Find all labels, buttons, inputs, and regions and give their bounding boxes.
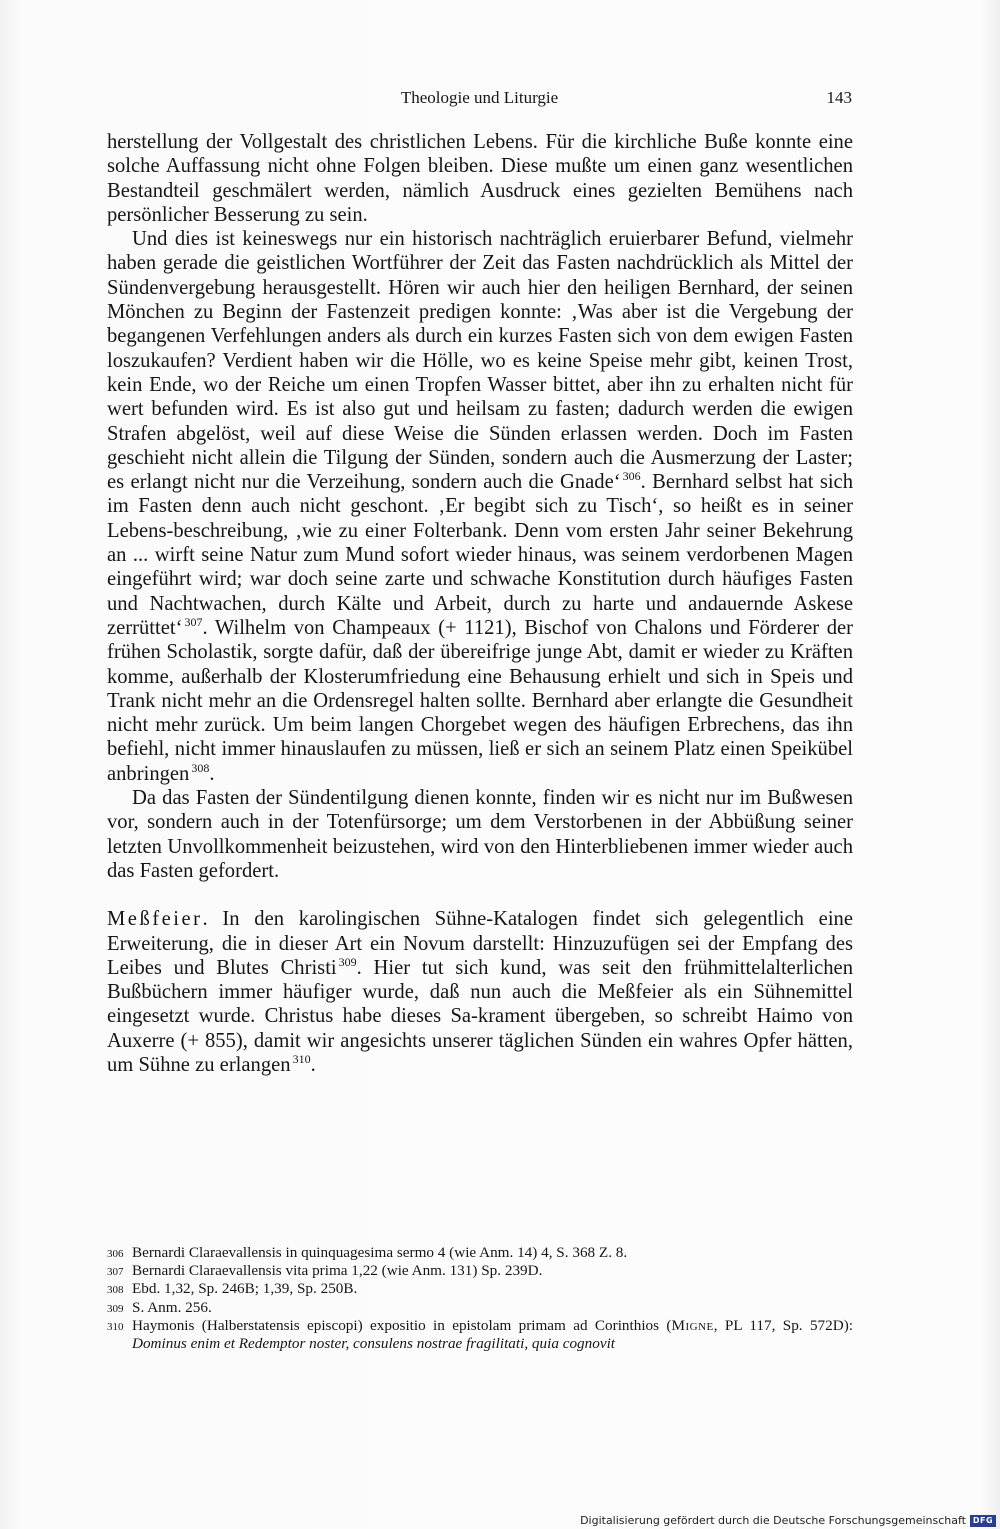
text-run: . Wilhelm von Champeaux (+ 1121), Bischof von Chalons und Förderer der frühen Scholastik, sorgte dafür, daß der übereifrige junge Abt, damit er wieder zu Kräften komme, außerhalb der Klosterumfriedung eine Behausung erhielt und sich in Speis und Trank nicht mehr an die Ordensregel halten sollte. Bernhard aber erlangte die Gesundheit nicht mehr zurück. Um beim langen Chorgebet wegen des häufigen Erbrechens, das ihn befiehl, nicht immer hinauslaufen zu müssen, ließ er sich an seinem Platz einen Speikübel anbringen xyxy=(107,616,853,785)
paragraph-2 xyxy=(107,227,853,786)
footnote-number: 308 xyxy=(107,1284,124,1297)
text-run: . xyxy=(310,1053,316,1076)
digitization-credit xyxy=(580,1514,996,1527)
footnote-text: , PL 117, Sp. 572D): xyxy=(713,1316,853,1334)
footnote-ref-310[interactable]: 310 xyxy=(292,1051,311,1066)
credit-text: Digitalisierung gefördert durch die Deutsche Forschungsgemeinschaft xyxy=(580,1514,966,1527)
text-run: . Bernhard selbst hat sich im Fasten denn auch nicht geschont. ‚Er begibt sich zu Tisch‘, so heißt es in seiner Lebens-beschreibung, ‚wie zu einer Folterbank. Denn vom ersten Jahr seiner Bekehrung an ... wirft seine Natur zum Mund sofort wieder hinaus, was seinem verdorbenen Magen eingeführt wird; war doch seine zarte und schwache Konstitution durch häufiges Fasten und Nachtwachen, durch Kälte und Arbeit, durch zu harte und andauernde Askese zerrüttet‘ xyxy=(107,471,853,639)
text-run: . xyxy=(209,762,215,785)
footnote-text: Bernardi Claraevallensis in quinquagesima sermo 4 (wie Anm. 14) 4, S. 368 Z. 8. xyxy=(132,1244,628,1261)
footnote-number: 309 xyxy=(107,1302,124,1315)
dfg-logo-icon: DFG xyxy=(970,1515,996,1527)
footnote-307 xyxy=(107,1262,853,1280)
footnote-number: 307 xyxy=(107,1266,124,1279)
footnotes xyxy=(107,1244,853,1353)
author-smallcaps: Migne xyxy=(671,1316,714,1334)
footnote-310 xyxy=(107,1317,853,1353)
running-title: Theologie und Liturgie xyxy=(400,88,559,107)
footnote-text: Ebd. 1,32, Sp. 246B; 1,39, Sp. 250B. xyxy=(132,1280,358,1298)
running-header xyxy=(107,88,852,114)
footnote-number: 306 xyxy=(107,1248,124,1260)
section-messfeier xyxy=(107,907,853,1077)
main-text xyxy=(107,130,853,1077)
footnote-text: S. Anm. 256. xyxy=(132,1298,212,1316)
text-run: . Hier tut sich kund, was seit den frühmittelalterlichen Bußbüchern immer häufiger wurde, daß nun auch die Meßfeier als ein Sühnemittel eingesetzt wurde. Christus habe dieses Sa-krament übergeben, so schreibt Haimo von Auxerre (+ 855), damit wir angesichts unserer täglichen Sünden ein wahres Opfer hätten, um Sühne zu erlangen xyxy=(107,956,853,1076)
footnote-text: Bernardi Claraevallensis vita prima 1,22 (wie Anm. 131) Sp. 239D. xyxy=(132,1262,543,1280)
text-run: Und dies ist keineswegs nur ein historisch nachträglich eruierbarer Befund, vielmehr haben gerade die geistlichen Wortführer der Zeit das Fasten nachdrücklich als Mittel der Sündenvergebung herausgestellt. Hören wir auch hier den heiligen Bernhard, der seinen Mönchen zu Beginn der Fastenzeit predigen konnte: ‚Was aber ist die Vergebung der begangenen Verfehlungen anders als durch ein kurzes Fasten sich von dem ewigen Fasten loszukaufen? Verdient haben wir die Hölle, wo es keine Speise mehr gibt, keinen Trost, kein Ende, wo der Reiche um einen Tropfen Wasser bittet, aber ihn zu erhalten nicht für wert befunden wird. Es ist also gut und heilsam zu fasten; dadurch werden die ewigen Strafen abgelöst, weil auf diese Weise die Sünden erlassen werden. Doch im Fasten geschieht nicht allein die Tilgung der Sünden, sondern auch die Ausmerzung der Laster; es erlangt nicht nur die Verzeihung, sondern auch die Gnade‘ xyxy=(107,228,853,494)
section-heading: Meßfeier xyxy=(107,908,203,931)
footnote-308 xyxy=(107,1280,853,1298)
footnote-ref-306[interactable]: 306 xyxy=(622,469,641,484)
paragraph-1: herstellung der Vollgestalt des christlichen Lebens. Für die kirchliche Buße konnte eine solche Auffassung nicht ohne Folgen bleiben. Diese mußte um einen ganz wesentlichen Bestandteil geschmälert werden, nämlich Ausdruck eines gezielten Bemühens nach persönlicher Besserung zu sein. xyxy=(107,131,853,226)
footnote-ref-307[interactable]: 307 xyxy=(184,614,203,629)
text-run: . In den karolingischen Sühne-Katalogen findet sich gelegentlich eine Erweiterung, die in dieser Art ein Novum darstellt: Hinzuzufügen sei der Empfang des Leibes und Blutes Christi xyxy=(107,908,853,979)
footnote-ref-308[interactable]: 308 xyxy=(191,760,210,775)
footnote-text: Haymonis (Halberstatensis episcopi) expositio in epistolam primam ad Corinthios ( xyxy=(132,1316,672,1334)
footnote-number: 310 xyxy=(107,1320,124,1333)
footnote-ref-309[interactable]: 309 xyxy=(338,954,357,969)
footnote-309 xyxy=(107,1299,853,1317)
footnote-306 xyxy=(107,1244,853,1262)
latin-quote: Dominus enim et Redemptor noster, consulens nostrae fragilitati, quia cognovit xyxy=(132,1335,616,1353)
page-number: 143 xyxy=(826,88,852,107)
paragraph-3: Da das Fasten der Sündentilgung dienen konnte, finden wir es nicht nur im Bußwesen vor, sondern auch in der Totenfürsorge; um dem Verstorbenen in der Abbüßung seiner letzten Unvollkommenheit beizustehen, wird von den Hinterbliebenen immer wieder auch das Fasten gefordert. xyxy=(107,787,853,882)
